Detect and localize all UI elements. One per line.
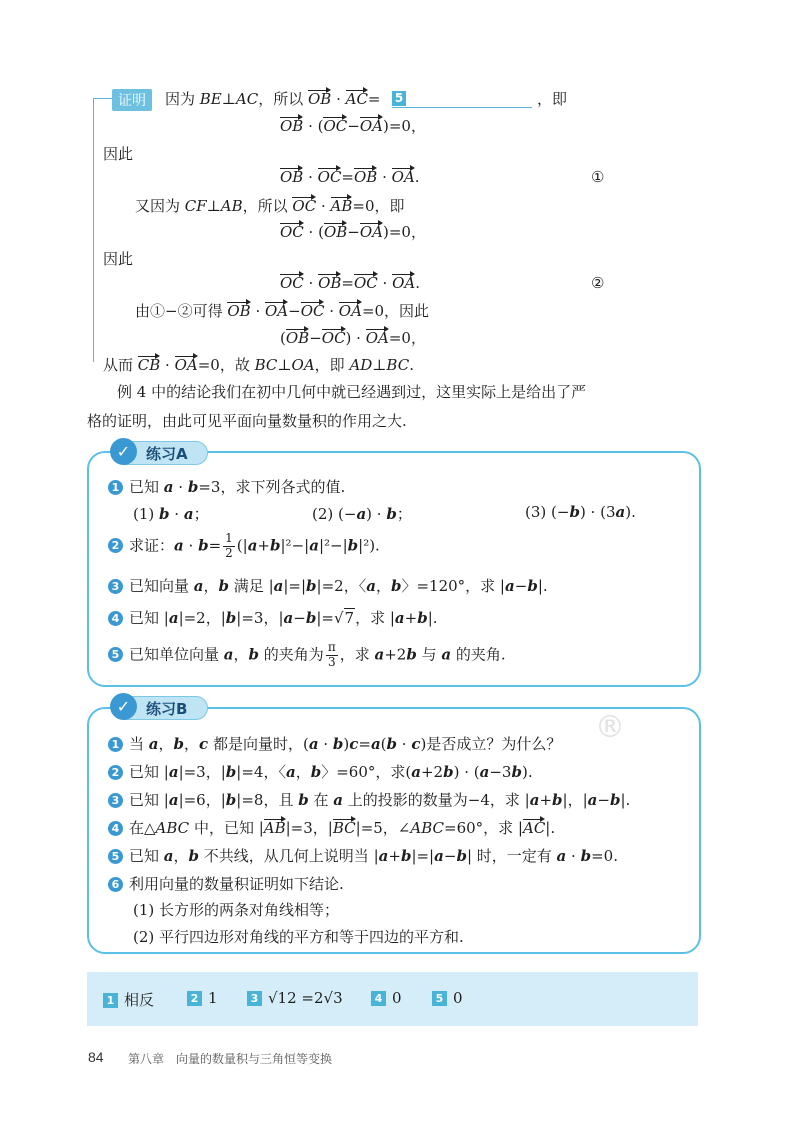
practice-a-q1-part3: (3) (−b) · (3a). [525,503,636,521]
proof-line-4: 又因为 CF⊥AB，所以 OC · AB=0，即 [135,197,405,215]
proof-equation-5: (OB−OC) · OA=0， [280,329,426,347]
check-icon: ✓ [110,438,137,465]
practice-a-q3: 3 已知向量 a，b 满足 |a|=|b|=2，〈a，b〉=120°，求 |a−b|. [108,575,548,596]
answer-item: 1 相反 [103,989,154,1010]
practice-b-title: 练习B [146,700,188,718]
remark-line-2: 格的证明，由此可见平面向量数量积的作用之大. [87,412,407,430]
question-number: 4 [108,611,123,626]
check-icon: ✓ [110,693,137,720]
question-number: 5 [108,647,123,662]
question-number: 2 [108,538,123,553]
practice-a-q2: 2 求证：a · b= $\frac{1}{2}$ (|a+b|²−|a|²−|b|²). [108,532,380,561]
fill-in-blank[interactable] [392,89,532,108]
practice-b-q5: 5 已知 a，b 不共线，从几何上说明当 |a+b|=|a−b| 时，一定有 a · b=0. [108,845,618,866]
proof-conclusion: 从而 CB · OA=0，故 BC⊥OA，即 AD⊥BC. [103,356,414,374]
proof-equation-3: OC · (OB−OA)=0， [280,223,426,241]
answer-item: 5 0 [432,989,463,1007]
practice-b-q6-sub1: (1) 长方形的两条对角线相等； [133,901,340,919]
proof-equation-4: OC · OB=OC · OA. [280,274,421,292]
practice-b-q6-sub2: (2) 平行四边形对角线的平方和等于四边的平方和. [133,928,464,946]
practice-a-title: 练习A [146,445,188,463]
practice-a-q5: 5 已知单位向量 a，b 的夹角为 $\frac{\pi}{3}$ ，求 a+2b 与 a 的夹角. [108,641,506,670]
answer-tag: 5 [392,91,406,106]
practice-b-q4: 4 在△ABC 中，已知 |AB|=3，|BC|=5，∠ABC=60°，求 |AC|. [108,817,555,838]
equation-mark-1: ① [591,168,605,186]
answer-strip [87,972,698,1026]
answer-item: 3 √12 =2√3 [247,989,343,1007]
registered-mark: ® [595,710,625,745]
question-number: 3 [108,793,123,808]
proof-line-1-tail: ，即 [537,90,568,108]
equation-mark-2: ② [591,274,605,292]
proof-line-1: 因为 BE⊥AC，所以 OB · AC= [165,90,381,108]
proof-label: 证明 [112,89,152,111]
practice-a-q1: 1 已知 a · b=3，求下列各式的值. [108,476,345,497]
practice-b-q1: 1 当 a，b，c 都是向量时，(a · b)c=a(b · c)是否成立？为什么？ [108,733,561,754]
practice-a-q4: 4 已知 |a|=2，|b|=3，|a−b|=√7，求 |a+b|. [108,607,438,628]
question-number: 6 [108,877,123,892]
question-number: 3 [108,579,123,594]
proof-equation-1: OB · (OC−OA)=0， [280,117,426,135]
practice-a-q1-part1: (1) b · a； [133,505,209,523]
question-number: 1 [108,737,123,752]
proof-hence-2: 因此 [103,250,134,268]
practice-b-q2: 2 已知 |a|=3，|b|=4，〈a，b〉=60°，求(a+2b) · (a−3b). [108,761,533,782]
answer-item: 2 1 [187,989,218,1007]
practice-a-q1-part2: (2) (−a) · b； [312,505,412,523]
proof-rule-left [93,98,94,362]
page-number: 84 [88,1049,104,1065]
remark-line-1: 例 4 中的结论我们在初中几何中就已经遇到过，这里实际上是给出了严 [117,383,587,401]
practice-b-q6: 6 利用向量的数量积证明如下结论. [108,873,344,894]
practice-b-q3: 3 已知 |a|=6，|b|=8，且 b 在 a 上的投影的数量为−4，求 |a+b|，|a−b|. [108,789,630,810]
proof-equation-2: OB · OC=OB · OA. [280,168,420,186]
question-number: 5 [108,849,123,864]
question-number: 2 [108,765,123,780]
answer-item: 4 0 [371,989,402,1007]
proof-hence-1: 因此 [103,145,134,163]
chapter-title: 第八章 向量的数量积与三角恒等变换 [128,1052,333,1066]
question-number: 4 [108,821,123,836]
proof-line-6: 由①−②可得 OB · OA−OC · OA=0，因此 [135,302,430,320]
question-number: 1 [108,480,123,495]
